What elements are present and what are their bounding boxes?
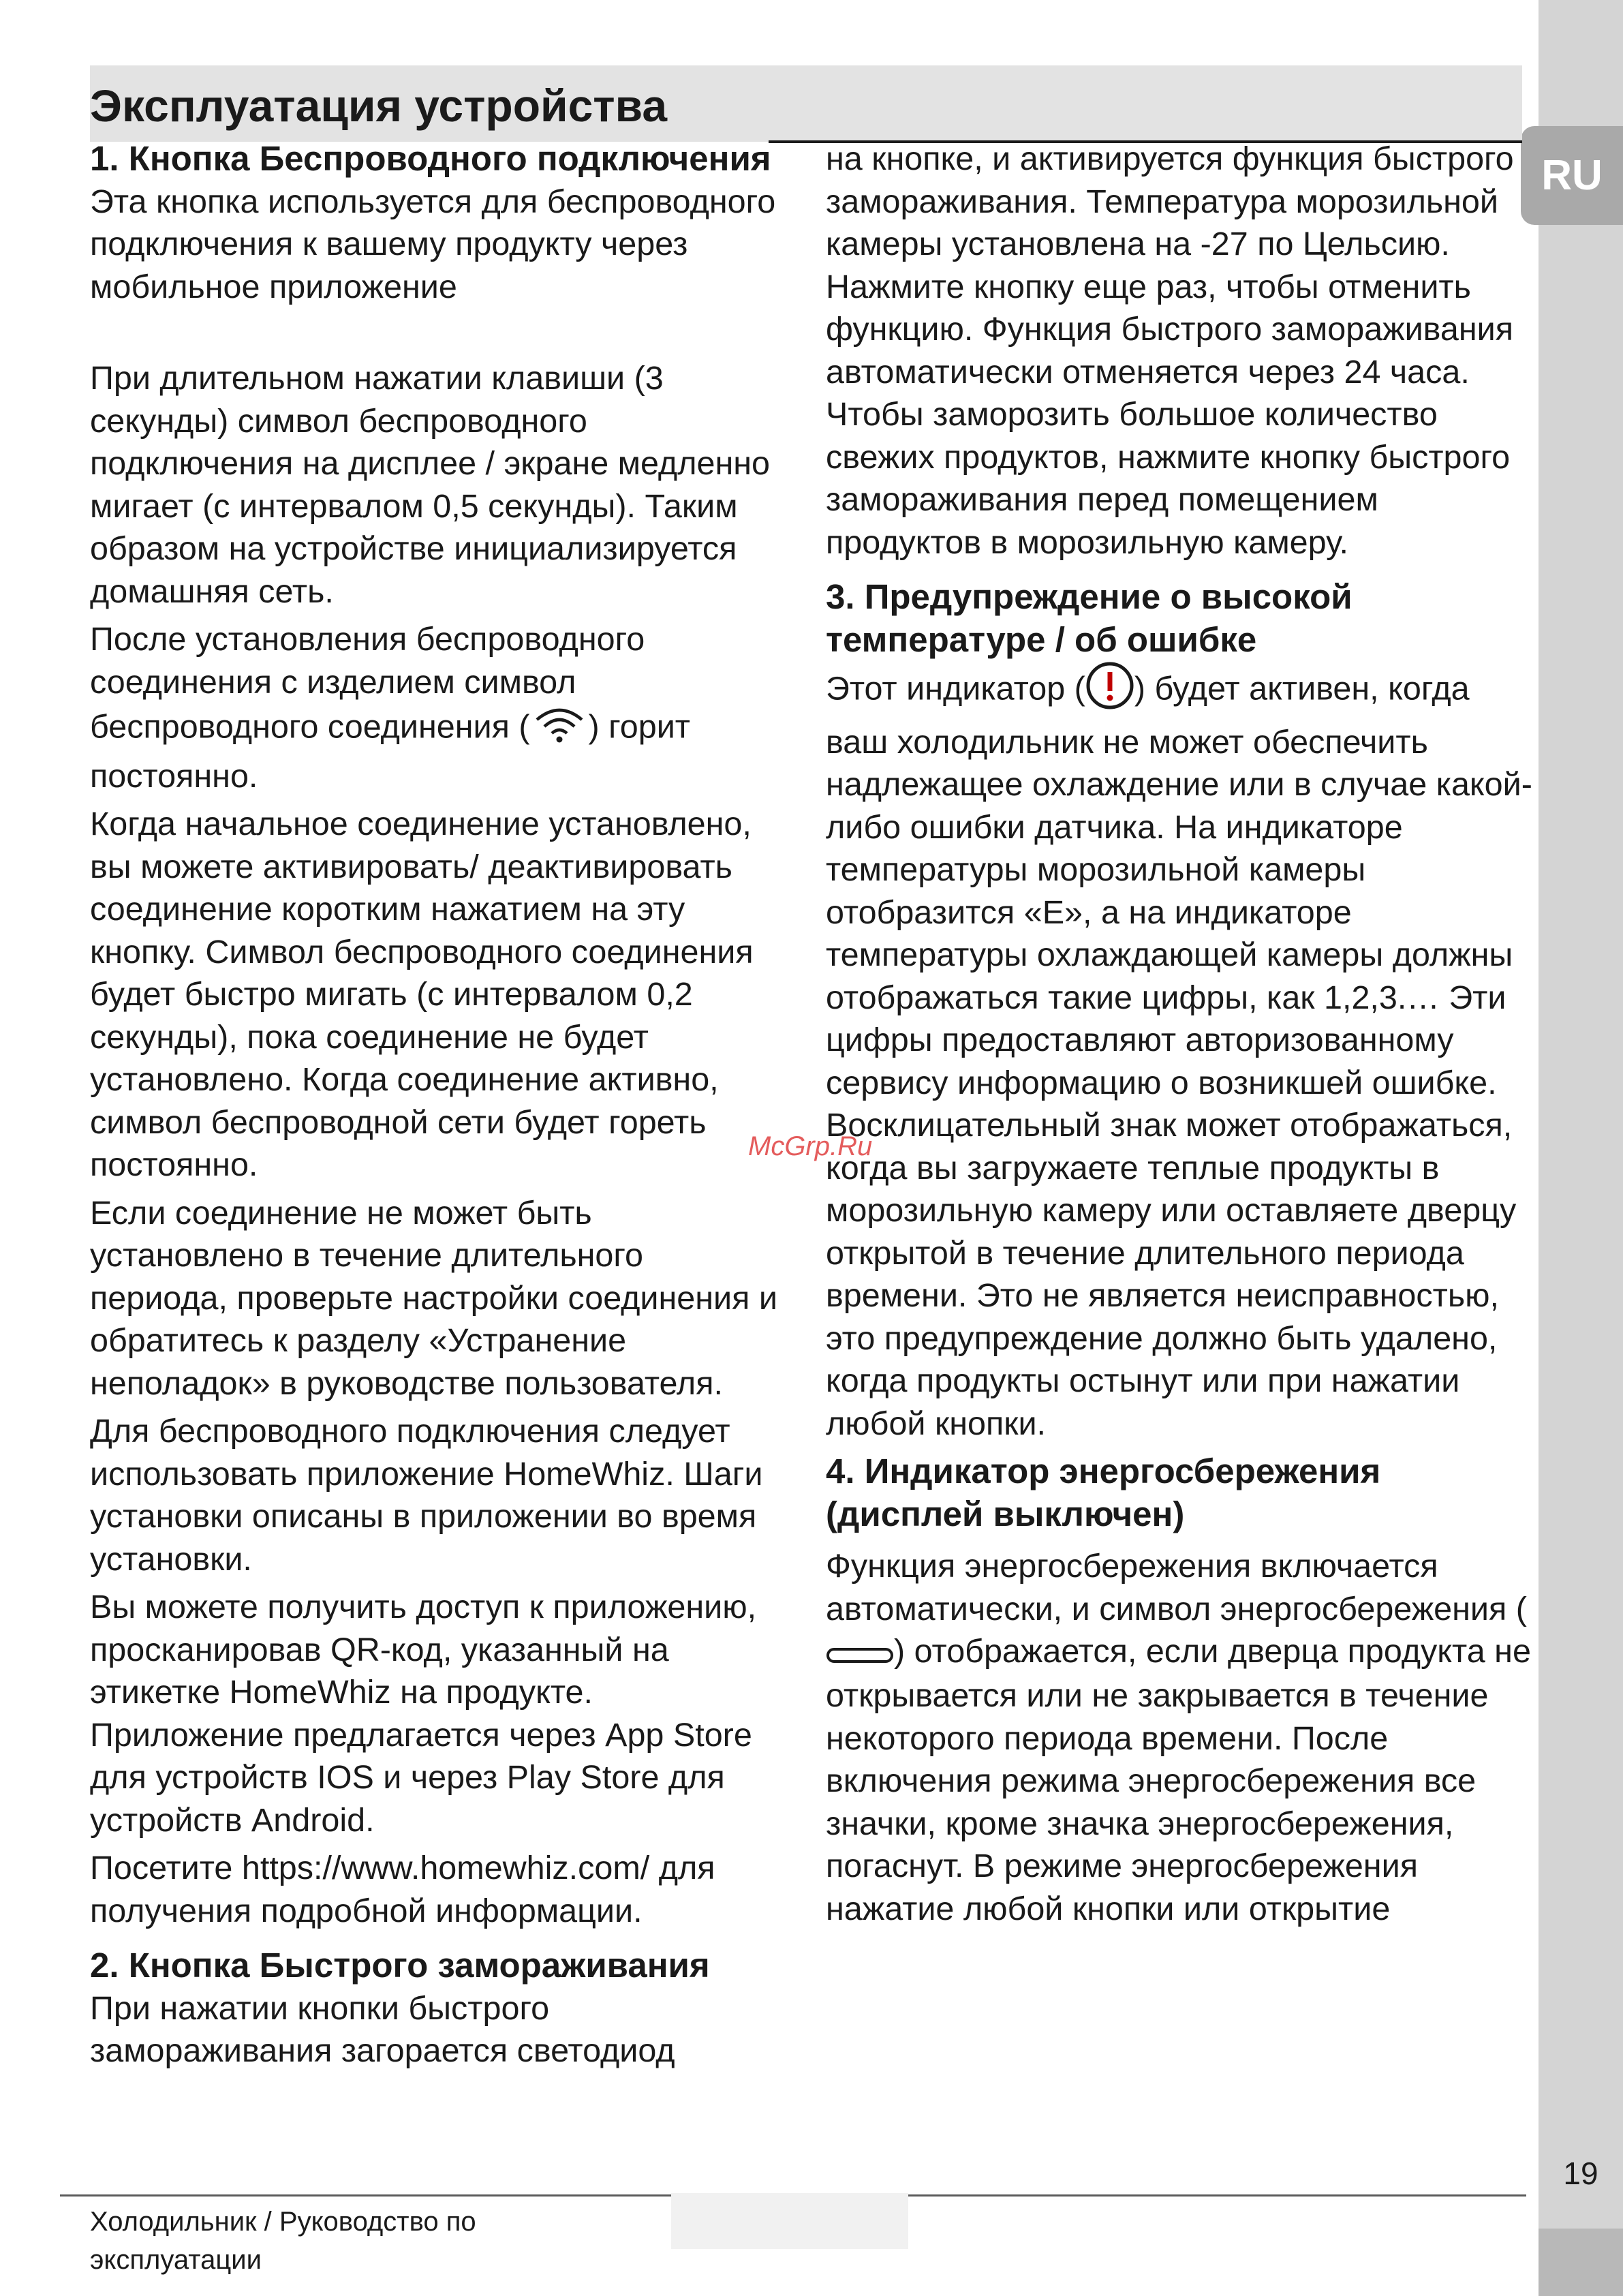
side-strip bbox=[1539, 0, 1623, 2296]
paragraph-text: ) будет активен, когда ваш холодильник не может обеспечить надлежащее охлаждение или в случае какой-либо ошибки датчика. На индикаторе температуры морозильной камеры отобразится «E», а на индикаторе температуры охлаждающей камеры должны отображаться такие цифры, как 1,2,3.… Эти цифры предоставляют авторизованному сервису информацию о возникшей ошибке. bbox=[826, 670, 1532, 1101]
section-3-heading: 3. Предупреждение о высокой температуре / об ошибке bbox=[826, 577, 1352, 659]
exclamation-icon bbox=[1085, 661, 1134, 721]
section-1-paragraph: Эта кнопка используется для беспроводного подключения к вашему продукту через мобильное приложение bbox=[90, 183, 776, 305]
section-1-paragraph: Для беспроводного подключения следует использовать приложение HomeWhiz. Шаги установки описаны в приложении во время установки. bbox=[90, 1413, 763, 1578]
section-3-paragraph: Восклицательный знак может отображаться, когда вы загружаете теплые продукты в морозильную камеру или оставляете дверцу открытой в течение длительного периода времени. Это не является неисправностью, это предупреждение должно быть удалено, когда продукты остынут или при нажатии любой кнопки. bbox=[826, 1107, 1517, 1442]
section-1-heading: 1. Кнопка Беспроводного подключения bbox=[90, 139, 771, 178]
paragraph-text: Этот индикатор ( bbox=[826, 670, 1085, 707]
right-column bbox=[826, 138, 1534, 1930]
section-1-paragraph: Если соединение не может быть установлено в течение длительного периода, проверьте настройки соединения и обратитесь к разделу «Устранение неполадок» в руководстве пользователя. bbox=[90, 1194, 777, 1402]
paragraph-text: После установления беспроводного соединения с изделием символ беспроводного соединения ( bbox=[90, 621, 645, 746]
section-1-paragraph bbox=[90, 618, 778, 797]
section-3-paragraph bbox=[826, 661, 1534, 1104]
section-2-paragraph: При нажатии кнопки быстрого замораживания загорается светодиод bbox=[90, 1989, 675, 2069]
section-4-heading: 4. Индикатор энергосбережения (дисплей выключен) bbox=[826, 1452, 1381, 1533]
section-1-paragraph: Вы можете получить доступ к приложению, просканировав QR-код, указанный на этикетке HomeWhiz на продукте. Приложение предлагается через App Store для устройств IOS и через Play Store для устройств Android. bbox=[90, 1589, 757, 1839]
energy-saving-icon bbox=[826, 1632, 894, 1675]
left-column bbox=[90, 138, 778, 2072]
section-1-paragraph: Посетите https://www.homewhiz.com/ для получения подробной информации. bbox=[90, 1850, 715, 1929]
page-number: 19 bbox=[1563, 2156, 1598, 2191]
wifi-icon bbox=[530, 703, 589, 755]
section-4-paragraph bbox=[826, 1545, 1534, 1930]
paragraph-text: ) горит постоянно. bbox=[90, 708, 691, 795]
side-strip-bottom bbox=[1539, 2229, 1623, 2296]
language-tab: RU bbox=[1521, 126, 1623, 225]
paragraph-text: ) отображается, если дверца продукта не открывается или не закрывается в течение некоторого периода времени. После включения режима энергосбережения все значки, кроме значка энергосбережения, погаснут. В режиме энергосбережения нажатие любой кнопки или открытие bbox=[826, 1633, 1531, 1927]
footer-text: Холодильник / Руководство по эксплуатации bbox=[90, 2207, 476, 2275]
page-title: Эксплуатация устройства bbox=[90, 80, 668, 131]
section-2-paragraph: на кнопке, и активируется функция быстрого замораживания. Температура морозильной камеры установлена на -27 по Цельсию. Нажмите кнопку еще раз, чтобы отменить функцию. Функция быстрого замораживания автоматически отменяется через 24 часа. Чтобы заморозить большое количество свежих продуктов, нажмите кнопку быстрого замораживания перед помещением продуктов в морозильную камеру. bbox=[826, 140, 1514, 561]
footer-box bbox=[671, 2193, 908, 2249]
paragraph-text: Функция энергосбережения включается автоматически, и символ энергосбережения ( bbox=[826, 1548, 1527, 1627]
watermark: McGrp.Ru bbox=[748, 1131, 873, 1161]
section-2-heading: 2. Кнопка Быстрого замораживания bbox=[90, 1946, 710, 1985]
section-1-paragraph: При длительном нажатии клавиши (3 секунды) символ беспроводного подключения на дисплее / экране медленно мигает (с интервалом 0,5 секунды). Таким образом на устройстве инициализируется домашняя сеть. bbox=[90, 360, 771, 610]
section-1-paragraph: Когда начальное соединение установлено, вы можете активировать/ деактивировать соединение коротким нажатием на эту кнопку. Символ беспроводного соединения будет быстро мигать (с интервалом 0,2 секунды), пока соединение не будет установлено. Когда соединение активно, символ беспроводной сети будет гореть постоянно. bbox=[90, 806, 754, 1183]
